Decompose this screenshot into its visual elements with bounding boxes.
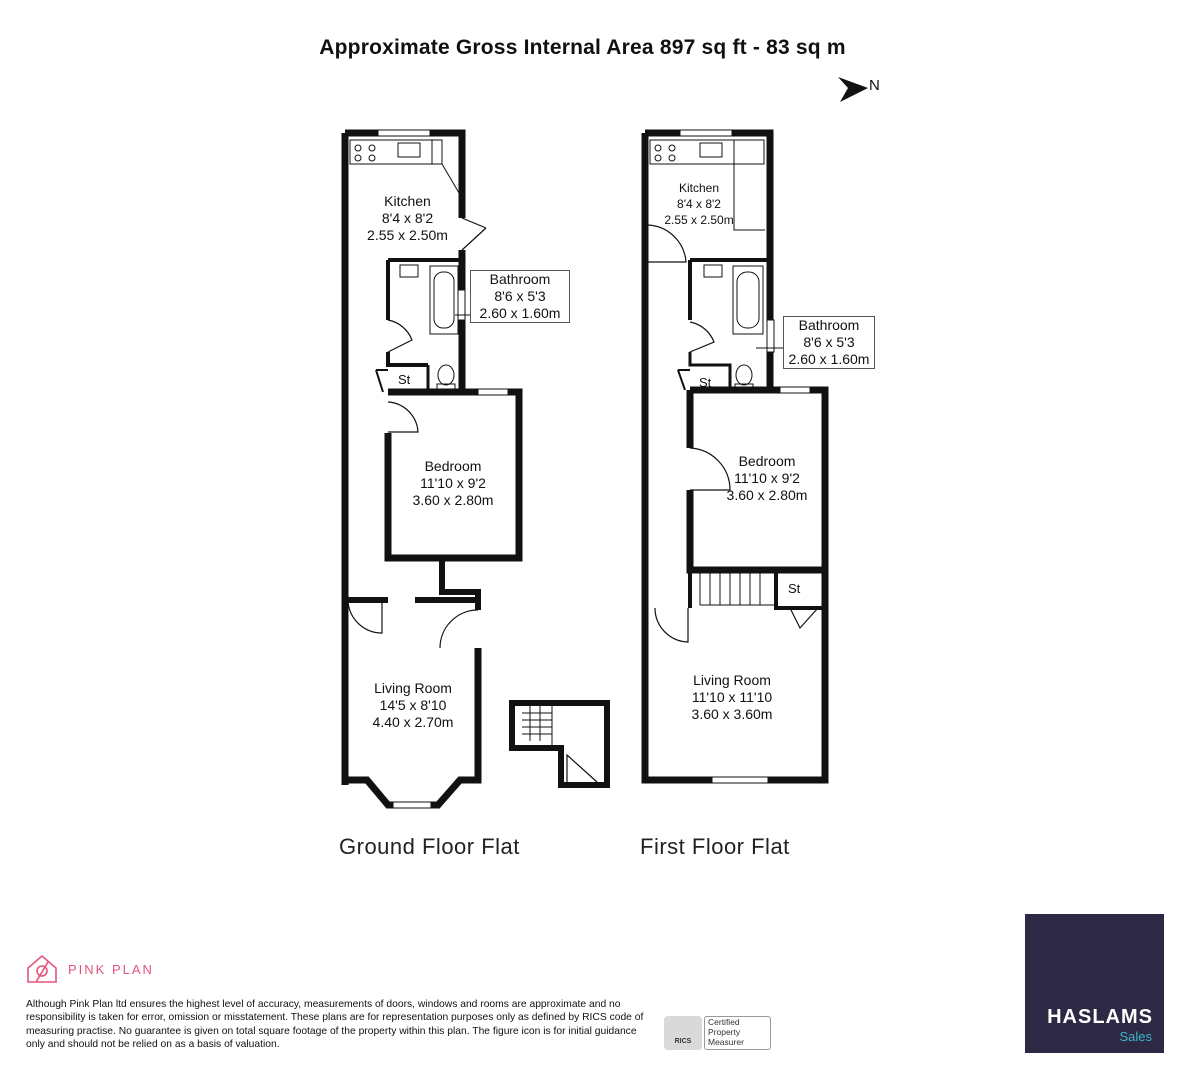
disclaimer-text: Although Pink Plan ltd ensures the highest level of accuracy, measurements of doors, windows and rooms are approximate and no responsibility is taken for error, omission or misstatement. These plans are for representation purposes only as defined by RICS code of measuring practise. No guarantee is given on total square footage of the property within this plan. The figure icon is for initial guidance only and should not be relied on as a basis of valuation. bbox=[26, 999, 644, 1050]
pink-plan-logo-icon bbox=[28, 956, 56, 982]
ground-kitchen-label: Kitchen 8'4 x 8'2 2.55 x 2.50m bbox=[367, 193, 448, 243]
rics-logo-text: RICS bbox=[674, 1038, 692, 1045]
first-store-label-lower: St bbox=[788, 581, 801, 596]
rics-badge bbox=[664, 1016, 768, 1050]
rics-line-1: Certified bbox=[708, 1017, 740, 1027]
brand-name: PINK PLAN bbox=[68, 962, 154, 977]
north-label: N bbox=[869, 77, 880, 94]
first-living-room-label: Living Room 11'10 x 11'10 3.60 x 3.60m bbox=[691, 672, 773, 722]
agent-name: HASLAMS bbox=[1047, 1006, 1153, 1028]
first-floor-title: First Floor Flat bbox=[640, 834, 790, 859]
first-bedroom-label: Bedroom 11'10 x 9'2 3.60 x 2.80m bbox=[726, 453, 808, 503]
ground-floor-title: Ground Floor Flat bbox=[339, 834, 520, 859]
agent-logo bbox=[1025, 914, 1164, 1053]
page-title: Approximate Gross Internal Area 897 sq ft - 83 sq m bbox=[319, 36, 846, 59]
ground-store-label: St bbox=[398, 372, 411, 387]
north-arrow-icon bbox=[838, 77, 868, 102]
first-kitchen-label: Kitchen 8'4 x 8'2 2.55 x 2.50m bbox=[664, 181, 734, 227]
ground-living-room-label: Living Room 14'5 x 8'10 4.40 x 2.70m bbox=[372, 680, 454, 730]
first-store-label-upper: St bbox=[699, 375, 712, 390]
agent-sub: Sales bbox=[1119, 1029, 1152, 1044]
rics-line-2: Property bbox=[708, 1027, 741, 1037]
first-bathroom-label: Bathroom 8'6 x 5'3 2.60 x 1.60m bbox=[783, 316, 875, 369]
rics-line-3: Measurer bbox=[708, 1037, 744, 1047]
ground-bedroom-label: Bedroom 11'10 x 9'2 3.60 x 2.80m bbox=[412, 458, 494, 508]
ground-bathroom-label: Bathroom 8'6 x 5'3 2.60 x 1.60m bbox=[470, 270, 570, 323]
